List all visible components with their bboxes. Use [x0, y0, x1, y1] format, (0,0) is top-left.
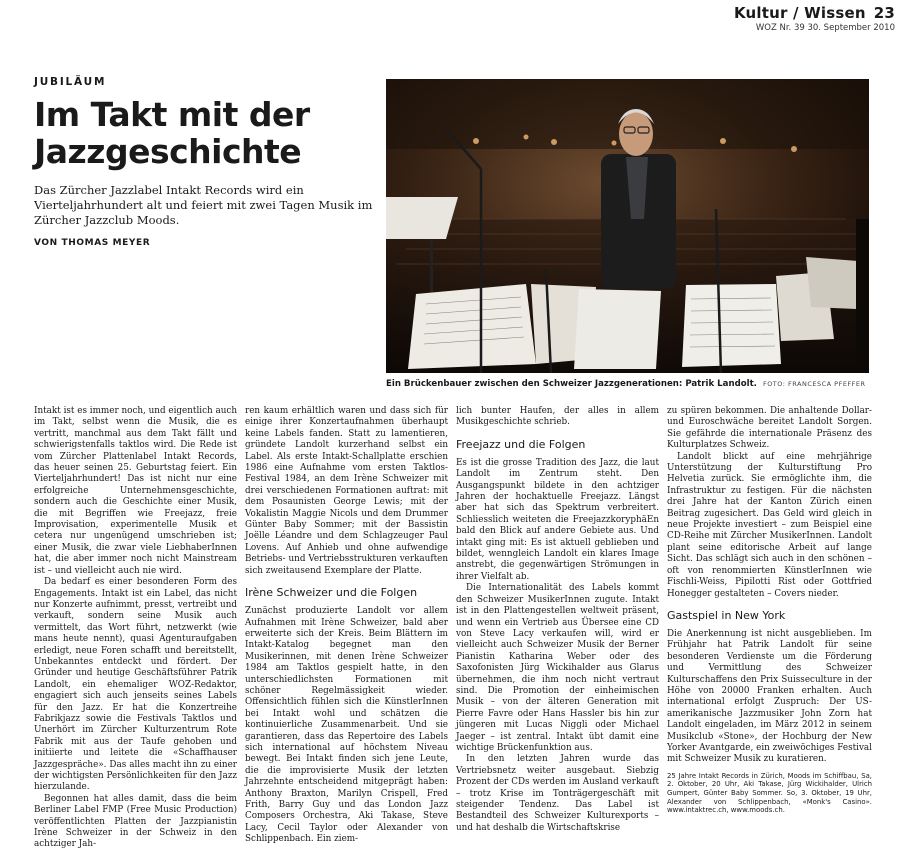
photo-credit: FOTO: FRANCESCA PFEFFER	[762, 380, 866, 388]
subheading: Freejazz und die Folgen	[456, 437, 586, 451]
kicker: JUBILÄUM	[34, 76, 107, 88]
subheading: Gastspiel in New York	[667, 608, 786, 622]
paragraph: Zunächst produzierte Landolt vor allem Aufnahmen mit Irène Schweizer, bald aber erweiterte sich der Kreis. Beim Blättern im Intakt-Katalog begegnet man den Musikerinnen, mit denen Irène Schweizer 1984 am Taktlos gespielt hatte, in den unterschiedlichsten Formationen mit schöner Regelmässigkeit wieder. Offensichtlich fühlen sich die KünstlerInnen bei Intakt wohl und schätzen die kontinuierliche Zusammenarbeit. Und sie garantieren, dass das Repertoire des Labels sich international auf höchstem Niveau bewegt. Bei Intakt finden sich jene Leute, die die improvisierte Musik der letzten Jahrzehnte entscheidend mitgeprägt haben: Anthony Braxton, Marilyn Crispell, Fred Frith, Barry Guy und das London Jazz Composers Orchestra, Aki Takase, Steve Lacy, Cecil Taylor oder Alexander von Schlippenbach. Ein ziem-	[245, 606, 448, 845]
photo-caption	[386, 379, 869, 389]
section-name: Kultur / Wissen	[733, 4, 866, 22]
paragraph: ren kaum erhältlich waren und dass sich für einige ihrer Konzertaufnahmen überhaupt keine Labels fanden. Statt zu lamentieren, gründete Landolt kurzerhand selbst ein Label. Als erste Intakt-Schallplatte erschien 1986 eine Aufnahme vom ersten Taktlos-Festival 1984, an dem Irène Schweizer mit drei verschiedenen Formationen auftrat: mit dem Posaunisten George Lewis; mit der Vokalistin Maggie Nicols und dem Drummer Günter Baby Sommer; mit der Bassistin Joëlle Léandre und dem Schlagzeuger Paul Lovens. Auf Anhieb und ohne aufwendige Betriebs- und Vertriebsstrukturen verkauften sich zweitausend Exemplare der Platte.	[245, 406, 448, 576]
paragraph: Die Internationalität des Labels kommt den Schweizer MusikerInnen zugute. Intakt ist in den Plattengestellen weltweit präsent, und wenn ein Vertrieb aus Übersee eine CD von Steve Lacy verkaufen will, wird er vielleicht auch Schweizer Musik der Berner Pianistin Katharina Weber oder des Saxofonisten Jürg Wickihalder aus Glarus übernehmen, die ihm noch nicht vertraut sind. Die Promotion der einheimischen Musik – von der älteren Generation mit Pierre Favre oder Hans Hassler bis hin zur jüngeren mit Lucas Niggli oder Michael Jaeger – ist zentral. Intakt übt damit eine wichtige Brückenfunktion aus.	[456, 583, 659, 753]
caption-text: Ein Brückenbauer zwischen den Schweizer Jazzgenerationen: Patrik Landolt.	[386, 379, 757, 389]
page-header	[726, 4, 895, 33]
paragraph: Intakt ist es immer noch, und eigentlich auch im Takt, selbst wenn die Musik, die es vertritt, manchmal aus dem Takt fällt und schwierigstenfalls taktlos wird. Die Rede ist vom Zürcher Plattenlabel Intakt Records, das heuer seinen 25. Geburtstag feiert. Ein Vierteljahrhundert! Das ist nicht nur eine erfolgreiche Unternehmensgeschichte, sondern auch die Geschichte einer Musik, die mit Begriffen wie Freejazz, freie Improvisation, experimentelle Musik et cetera nur ungenügend umschrieben ist; einer Musik, die zwar viele LiebhaberInnen hat, die aber immer noch nicht Mainstream ist – und vielleicht auch nie wird.	[34, 406, 237, 576]
lead-paragraph: Das Zürcher Jazzlabel Intakt Records wird ein Vierteljahrhundert alt und feiert mit zwei Tagen Musik im Zürcher Jazzclub Moods.	[34, 183, 373, 227]
paragraph: In den letzten Jahren wurde das Vertriebsnetz weiter ausgebaut. Siebzig Prozent der CDs werden im Ausland verkauft – trotz Krise im Tonträgergeschäft mit steigender Tendenz. Das Label ist Bestandteil des Schweizer Kulturexports – und hat deshalb die Wirtschaftskrise	[456, 754, 659, 833]
article-column-2	[245, 406, 448, 846]
issue-meta: WOZ Nr. 39 30. September 2010	[755, 23, 895, 33]
article-column-3	[456, 406, 659, 834]
paragraph: Da bedarf es einer besonderen Form des Engagements. Intakt ist ein Label, das nicht nur Konzerte aufnimmt, presst, vertreibt und verkauft, sondern seine Musik auch vermittelt, das Wort führt, netzwerkt (wie mans heute nennt), quasi Agenturaufgaben erledigt, neue Foren schafft und bereitstellt, Unbekanntes entdeckt und fördert. Der Gründer und heutige Geschäftsführer Patrik Landolt, ein ehemaliger WOZ-Redaktor, engagiert sich auch jenseits seines Labels für den Jazz. Er hat die Konzertreihe Fabrikjazz sowie die Festivals Taktlos und Unerhört im Zürcher Kulturzentrum Rote Fabrik mit aus der Taufe gehoben und initiierte und leitete die «Schaffhauser Jazzgespräche». Das alles macht ihn zu einer der wichtigsten Persönlichkeiten für den Jazz hierzulande.	[34, 577, 237, 793]
page-number: 23	[873, 4, 895, 22]
paragraph: Begonnen hat alles damit, dass die beim Berliner Label FMP (Free Music Production) veröffentlichten Platten der Jazzpianistin Irène Schweizer in der Schweiz in den achtziger Jah-	[34, 793, 237, 850]
article-column-4	[667, 406, 872, 815]
article-column-1	[34, 406, 237, 851]
byline: VON THOMAS MEYER	[34, 238, 151, 248]
paragraph: Es ist die grosse Tradition des Jazz, die laut Landolt im Zentrum steht. Den Ausgangspunkt bildete in den achtziger Jahren der hochaktuelle Freejazz. Längst aber hat sich das Spektrum verbreitert. Schliesslich weiteten die FreejazzkoryphäEn bald den Blick auf andere Gebiete aus. Und intakt ging mit: Es ist aktuell geblieben und bildet, wenngleich Landolt ein klares Image anstrebt, die gegenwärtigen Strömungen in ihrer Vielfalt ab.	[456, 457, 659, 582]
subheading: Irène Schweizer und die Folgen	[245, 586, 418, 600]
headline: Im Takt mit der Jazzgeschichte	[34, 95, 310, 171]
paragraph: Die Anerkennung ist nicht ausgeblieben. Im Frühjahr hat Patrik Landolt für seine besonderen Verdienste um die Förderung und Vermittlung des Schweizer Kulturschaffens den Prix Suisseculture in der Höhe von 20000 Franken erhalten. Auch international erfolgt Zuspruch: Der US-amerikanische Jazzmusiker John Zorn hat Landolt eingeladen, im März 2012 in seinem Musikclub «Stone», der Hochburg der New Yorker Avantgarde, ein zweiwöchiges Festival mit Schweizer Musik zu kuratieren.	[667, 628, 872, 765]
article-photo	[386, 79, 869, 373]
paragraph: Landolt blickt auf eine mehrjährige Unterstützung der Kulturstiftung Pro Helvetia zurück. Sie ermöglichte ihm, die Infrastruktur zu festigen. Für die nächsten drei Jahre hat der Kanton Zürich einen Beitrag zugesichert. Das Geld wird gleich in neue Projekte investiert – zum Beispiel eine CD-Reihe mit Zürcher MusikerInnen. Landolt plant seine editorische Arbeit auf lange Sicht. Das schlägt sich auch in den schönen – oft von renommierten KünstlerInnen wie Fischli-Weiss, Pipilotti Rist oder Gottfried Honegger gestalteten – Covers nieder.	[667, 451, 872, 599]
photo-illustration	[386, 79, 869, 373]
event-info: 25 Jahre Intakt Records in Zürich, Moods im Schiffbau, Sa, 2. Oktober, 20 Uhr, Aki Takase, Jürg Wickihalder, Ulrich Gumpert, Günter Baby Sommer. So, 3. Oktober, 19 Uhr, Alexander von Schlippenbach, «Monk's Casino». www.intaktrec.ch, www.moods.ch.	[667, 771, 872, 815]
paragraph: lich bunter Haufen, der alles in allem Musikgeschichte schrieb.	[456, 406, 659, 428]
paragraph: zu spüren bekommen. Die anhaltende Dollar- und Euroschwäche bereitet Landolt Sorgen. Sie gefährde die internationale Präsenz des Kulturplatzes Schweiz.	[667, 406, 872, 451]
